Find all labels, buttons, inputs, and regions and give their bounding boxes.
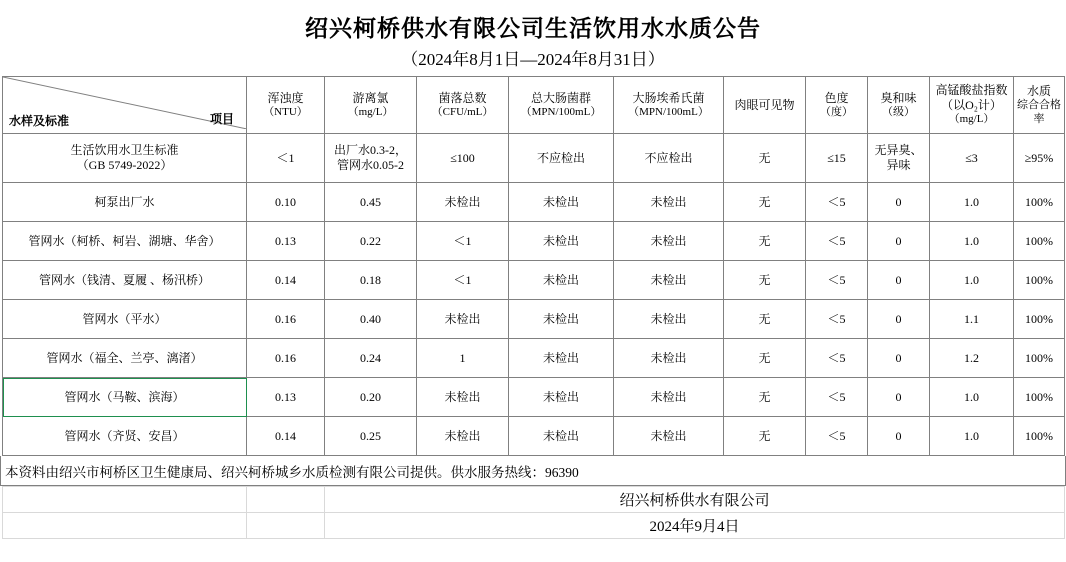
- footer-blank-cell: [247, 513, 325, 539]
- standard-odor-taste: 无异臭、 异味: [868, 134, 930, 183]
- footer-company-row: [3, 487, 1065, 513]
- row-odor-taste: 0: [868, 300, 930, 339]
- row-permanganate-index: 1.1: [930, 300, 1014, 339]
- row-sample-name: 管网水（钱清、夏履 、杨汛桥）: [3, 261, 247, 300]
- row-permanganate-index: 1.0: [930, 261, 1014, 300]
- row-total-coliform: 未检出: [509, 378, 614, 417]
- row-sample-name: 柯泵出厂水: [3, 183, 247, 222]
- page-title: 绍兴柯桥供水有限公司生活饮用水水质公告: [305, 16, 761, 41]
- row-chromaticity: ＜5: [806, 339, 868, 378]
- header-corner-cell: [3, 77, 247, 134]
- row-total-coliform: 未检出: [509, 417, 614, 456]
- row-permanganate-index: 1.0: [930, 222, 1014, 261]
- row-chromaticity: ＜5: [806, 222, 868, 261]
- row-total-coliform: 未检出: [509, 261, 614, 300]
- standard-free-chlorine: 出厂水0.3-2， 管网水0.05-2: [325, 134, 417, 183]
- standard-total-coliform: 不应检出: [509, 134, 614, 183]
- header-free-chlorine: 游离氯 （mg/L）: [325, 77, 417, 134]
- standard-turbidity: ＜1: [247, 134, 325, 183]
- row-odor-taste: 0: [868, 417, 930, 456]
- table-row: [3, 300, 1065, 339]
- row-turbidity: 0.16: [247, 339, 325, 378]
- table-row: [3, 222, 1065, 261]
- row-turbidity: 0.16: [247, 300, 325, 339]
- water-quality-table: [2, 76, 1065, 456]
- row-colony-count: 未检出: [417, 417, 509, 456]
- row-free-chlorine: 0.22: [325, 222, 417, 261]
- row-permanganate-index: 1.2: [930, 339, 1014, 378]
- row-e-coli: 未检出: [614, 378, 724, 417]
- row-visible-matter: 无: [724, 261, 806, 300]
- row-colony-count: ＜1: [417, 222, 509, 261]
- table-header-row: [3, 77, 1065, 134]
- row-overall-pass-rate: 100%: [1014, 378, 1065, 417]
- row-turbidity: 0.13: [247, 222, 325, 261]
- row-odor-taste: 0: [868, 339, 930, 378]
- header-visible-matter: 肉眼可见物: [724, 77, 806, 134]
- row-chromaticity: ＜5: [806, 378, 868, 417]
- standard-permanganate-index: ≤3: [930, 134, 1014, 183]
- row-colony-count: 1: [417, 339, 509, 378]
- row-e-coli: 未检出: [614, 300, 724, 339]
- row-overall-pass-rate: 100%: [1014, 339, 1065, 378]
- row-turbidity: 0.13: [247, 378, 325, 417]
- row-permanganate-index: 1.0: [930, 378, 1014, 417]
- row-colony-count: 未检出: [417, 183, 509, 222]
- row-visible-matter: 无: [724, 378, 806, 417]
- header-e-coli: 大肠埃希氏菌 （MPN/100mL）: [614, 77, 724, 134]
- standard-row: [3, 134, 1065, 183]
- row-sample-name: 管网水（齐贤、安昌）: [3, 417, 247, 456]
- table-row: [3, 378, 1065, 417]
- row-turbidity: 0.14: [247, 261, 325, 300]
- row-overall-pass-rate: 100%: [1014, 261, 1065, 300]
- row-chromaticity: ＜5: [806, 261, 868, 300]
- header-chromaticity: 色度 （度）: [806, 77, 868, 134]
- row-total-coliform: 未检出: [509, 222, 614, 261]
- row-overall-pass-rate: 100%: [1014, 300, 1065, 339]
- table-row: [3, 183, 1065, 222]
- row-e-coli: 未检出: [614, 183, 724, 222]
- footer-date-row: [3, 513, 1065, 539]
- row-e-coli: 未检出: [614, 417, 724, 456]
- row-odor-taste: 0: [868, 222, 930, 261]
- row-sample-name: 管网水（马鞍、滨海）: [3, 378, 247, 417]
- row-sample-name: 管网水（平水）: [3, 300, 247, 339]
- row-colony-count: 未检出: [417, 378, 509, 417]
- row-overall-pass-rate: 100%: [1014, 183, 1065, 222]
- footer-blank-cell: [247, 487, 325, 513]
- row-free-chlorine: 0.18: [325, 261, 417, 300]
- header-corner-project-label: 项目: [209, 112, 234, 126]
- row-e-coli: 未检出: [614, 261, 724, 300]
- header-permanganate-index: 高锰酸盐指数（以O₂计） （mg/L）: [930, 77, 1014, 134]
- row-visible-matter: 无: [724, 300, 806, 339]
- header-odor-taste: 臭和味 （级）: [868, 77, 930, 134]
- row-total-coliform: 未检出: [509, 339, 614, 378]
- row-e-coli: 未检出: [614, 222, 724, 261]
- row-turbidity: 0.14: [247, 417, 325, 456]
- report-note: 本资料由绍兴市柯桥区卫生健康局、绍兴柯桥城乡水质检测有限公司提供。供水服务热线：96390: [0, 456, 1066, 486]
- footer-blank-cell: [3, 487, 247, 513]
- row-chromaticity: ＜5: [806, 417, 868, 456]
- row-visible-matter: 无: [724, 222, 806, 261]
- row-total-coliform: 未检出: [509, 183, 614, 222]
- row-visible-matter: 无: [724, 339, 806, 378]
- table-row: [3, 261, 1065, 300]
- row-odor-taste: 0: [868, 378, 930, 417]
- row-sample-name: 管网水（福全、兰亭、漓渚）: [3, 339, 247, 378]
- row-odor-taste: 0: [868, 183, 930, 222]
- row-e-coli: 未检出: [614, 339, 724, 378]
- row-free-chlorine: 0.24: [325, 339, 417, 378]
- row-chromaticity: ＜5: [806, 183, 868, 222]
- row-turbidity: 0.10: [247, 183, 325, 222]
- header-turbidity: 浑浊度 （NTU）: [247, 77, 325, 134]
- page-subtitle: （2024年8月1日—2024年8月31日）: [401, 50, 665, 69]
- row-free-chlorine: 0.45: [325, 183, 417, 222]
- row-colony-count: 未检出: [417, 300, 509, 339]
- row-free-chlorine: 0.25: [325, 417, 417, 456]
- standard-overall-pass-rate: ≥95%: [1014, 134, 1065, 183]
- row-free-chlorine: 0.20: [325, 378, 417, 417]
- footer-blank-cell: [3, 513, 247, 539]
- standard-visible-matter: 无: [724, 134, 806, 183]
- standard-row-name: 生活饮用水卫生标准 （GB 5749-2022）: [3, 134, 247, 183]
- row-visible-matter: 无: [724, 417, 806, 456]
- footer-signature-block: [2, 486, 1065, 539]
- standard-e-coli: 不应检出: [614, 134, 724, 183]
- row-total-coliform: 未检出: [509, 300, 614, 339]
- table-body: [3, 134, 1065, 456]
- header-colony-count: 菌落总数 （CFU/mL）: [417, 77, 509, 134]
- row-sample-name: 管网水（柯桥、柯岩、湖塘、华舍）: [3, 222, 247, 261]
- standard-colony-count: ≤100: [417, 134, 509, 183]
- row-permanganate-index: 1.0: [930, 417, 1014, 456]
- standard-chromaticity: ≤15: [806, 134, 868, 183]
- row-overall-pass-rate: 100%: [1014, 222, 1065, 261]
- row-visible-matter: 无: [724, 183, 806, 222]
- row-chromaticity: ＜5: [806, 300, 868, 339]
- footer-date: 2024年9月4日: [325, 513, 1065, 539]
- row-free-chlorine: 0.40: [325, 300, 417, 339]
- row-colony-count: ＜1: [417, 261, 509, 300]
- row-permanganate-index: 1.0: [930, 183, 1014, 222]
- row-overall-pass-rate: 100%: [1014, 417, 1065, 456]
- header-corner-sample-label: 水样及标准: [9, 114, 70, 128]
- footer-company-name: 绍兴柯桥供水有限公司: [325, 487, 1065, 513]
- header-overall-pass-rate: 水质 综合合格率: [1014, 77, 1065, 134]
- header-total-coliform: 总大肠菌群 （MPN/100mL）: [509, 77, 614, 134]
- row-odor-taste: 0: [868, 261, 930, 300]
- table-row: [3, 417, 1065, 456]
- table-row: [3, 339, 1065, 378]
